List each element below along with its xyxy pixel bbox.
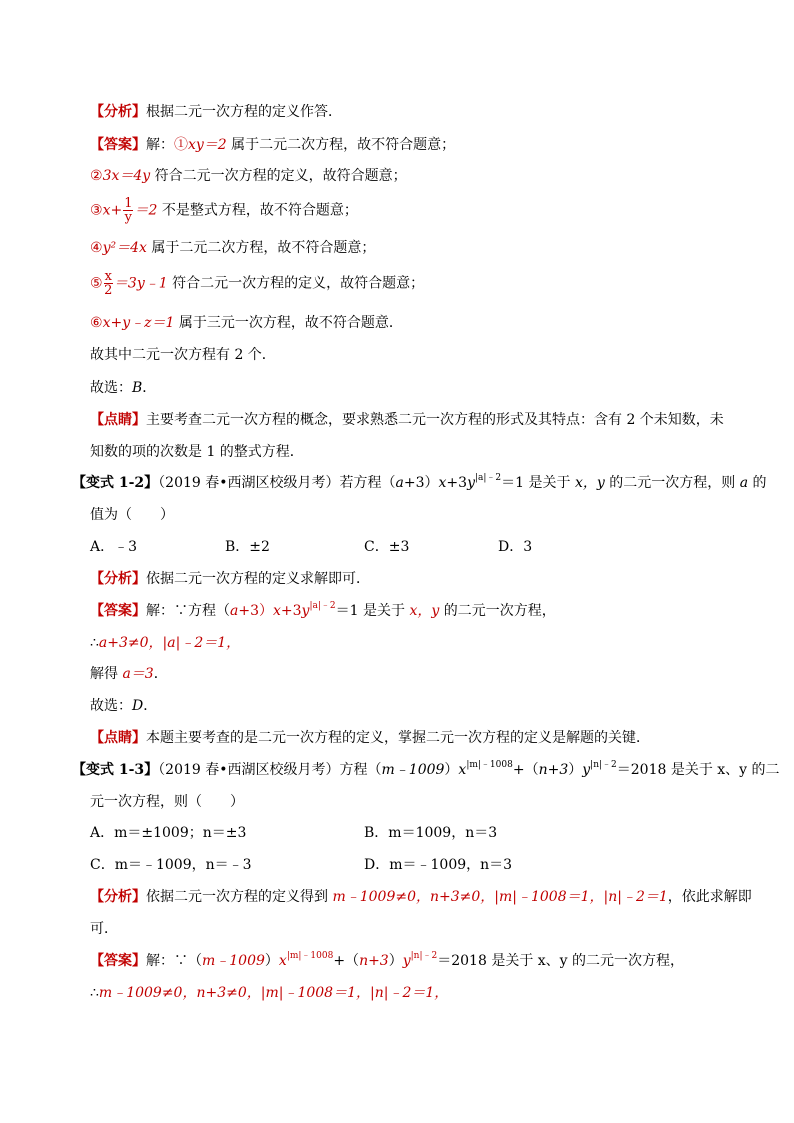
summary-line: 故其中二元一次方程有 2 个．	[90, 347, 276, 363]
variant-1-3-answer-line-2: ∴m﹣1009≠0，n+3≠0，|m|﹣1008＝1，|n|﹣2＝1，	[90, 985, 449, 1001]
variant-1-3-question-line-2: 元一次方程，则（ ）	[90, 794, 244, 810]
variant-1-2-comment: 【点睛】本题主要考查的是二元一次方程的定义，掌握二元一次方程的定义是解题的关键．	[90, 730, 650, 746]
variant-1-3-answer-line-1: 【答案】解：$\because(m﹣1009)x^{|m|﹣1008}+(n+3)y^{|n|﹣2}=2018$ 是关于 x、y 的二元一次方程，	[90, 951, 685, 969]
analysis-line: 【分析】根据二元一次方程的定义作答．	[90, 104, 342, 120]
option-a[interactable]: A．m＝±1009；n＝±3	[90, 825, 247, 841]
answer-item-4: ④y²＝4x 属于二元二次方程，故不符合题意；	[90, 240, 376, 256]
answer-item-2: ②3x＝4y 符合二元一次方程的定义，故符合题意；	[90, 168, 407, 184]
variant-1-3-question-line-1: 【变式 1-3】（2019 春•西湖区校级月考）方程$(m﹣1009)x^{|m|﹣1008}+(n+3)y^{|n|﹣2}=2018$ 是关于 x、y 的二	[72, 760, 780, 778]
answer-line-1: 【答案】解：①xy＝2 属于二元二次方程，故不符合题意；	[90, 137, 456, 153]
variant-1-2-choose: 故选：D．	[90, 698, 158, 714]
option-b[interactable]: B．m＝1009，n＝3	[364, 825, 498, 841]
option-c[interactable]: C．±3	[364, 539, 410, 555]
answer-item-3: ③x+ $\frac{1}{y}$ ＝2 不是整式方程，故不符合题意；	[90, 196, 358, 225]
comment-line-1: 【点睛】主要考查二元一次方程的概念，要求熟悉二元一次方程的形式及其特点：含有 2 个未知数，未	[90, 412, 724, 428]
variant-1-2-analysis: 【分析】依据二元一次方程的定义求解即可．	[90, 571, 370, 587]
variant-1-2-answer-line-1: 【答案】解：∵方程$(a+3)x+3y^{|a|﹣2}=1$ 是关于 x，y 的二元一次方程，	[90, 601, 556, 619]
option-c[interactable]: C．m＝﹣1009，n＝﹣3	[90, 857, 252, 873]
option-d[interactable]: D．3	[498, 539, 533, 555]
answer-item-6: ⑥x+y﹣z＝1 属于三元一次方程，故不符合题意．	[90, 315, 403, 331]
option-d[interactable]: D．m＝﹣1009，n＝3	[364, 857, 513, 873]
option-b[interactable]: B．±2	[225, 539, 270, 555]
variant-1-2-answer-line-2: ∴a+3≠0，|a|﹣2＝1，	[90, 635, 241, 651]
variant-1-2-question-line-1: 【变式 1-2】（2019 春•西湖区校级月考）若方程$(a+3)x+3y^{|a|﹣2}=1$ 是关于 x，y 的二元一次方程，则 a 的	[72, 473, 767, 491]
variant-1-2-question-line-2: 值为（ ）	[90, 507, 174, 523]
option-a[interactable]: A．﹣3	[90, 539, 138, 555]
comment-line-2: 知数的项的次数是 1 的整式方程．	[90, 444, 304, 460]
fraction-one-over-y: $\frac{1}{y}$	[124, 196, 133, 225]
variant-1-3-analysis-line-2: 可．	[90, 921, 118, 937]
variant-1-3-analysis-line-1: 【分析】依据二元一次方程的定义得到 m﹣1009≠0，n+3≠0，|m|﹣1008＝1，|n|﹣2＝1，依此求解即	[90, 889, 752, 905]
variant-1-2-solve-line: 解得 a＝3．	[90, 666, 168, 682]
answer-item-5: ⑤ $\frac{x}{2}$ ＝3y﹣1 符合二元一次方程的定义，故符合题意；	[90, 269, 425, 298]
fraction-x-over-2: $\frac{x}{2}$	[104, 269, 113, 298]
choose-line: 故选：B．	[90, 380, 157, 396]
